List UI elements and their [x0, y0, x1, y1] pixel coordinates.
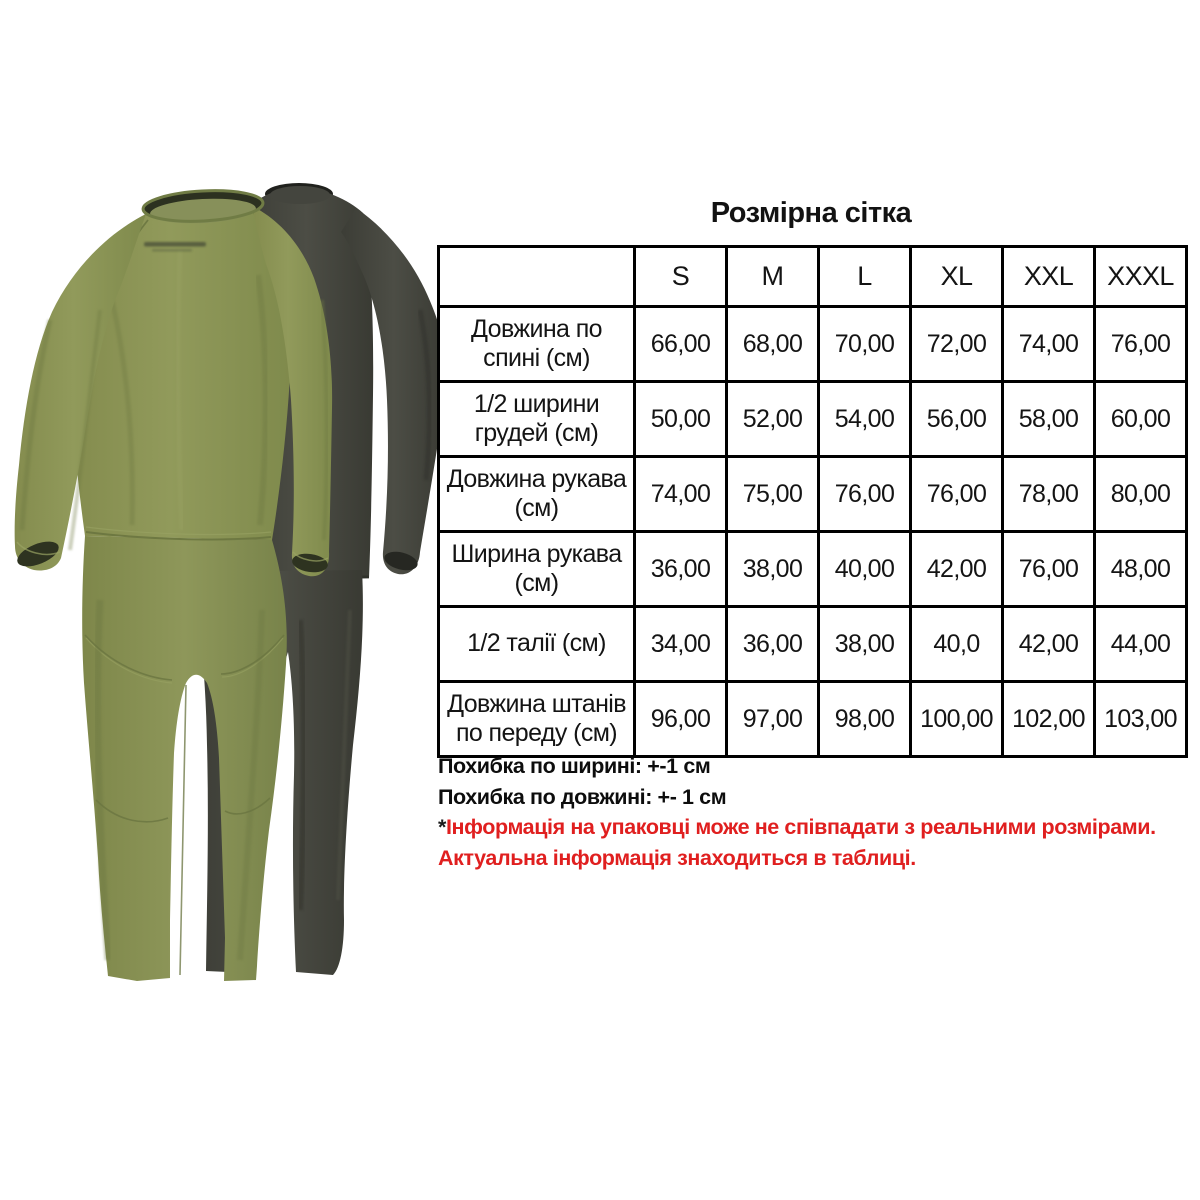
- value-cell: 38,00: [727, 532, 819, 607]
- disclaimer-asterisk: *: [438, 815, 446, 839]
- disclaimer-text-1: Інформація на упаковці може не співпадати з реальними розмірами.: [445, 815, 1156, 839]
- value-cell: 50,00: [635, 382, 727, 457]
- header-cell-xxl: XXL: [1003, 247, 1095, 307]
- value-cell: 98,00: [819, 682, 911, 757]
- size-chart-table: [437, 245, 1188, 758]
- table-row-pants-front-length: [439, 682, 1187, 757]
- table-row-chest-half-width: [439, 382, 1187, 457]
- product-photo-thermal-underwear: [0, 180, 452, 1160]
- value-cell: 36,00: [635, 532, 727, 607]
- value-cell: 97,00: [727, 682, 819, 757]
- value-cell: 102,00: [1003, 682, 1095, 757]
- value-cell: 40,0: [911, 607, 1003, 682]
- header-cell-xl: XL: [911, 247, 1003, 307]
- value-cell: 44,00: [1095, 607, 1187, 682]
- value-cell: 34,00: [635, 607, 727, 682]
- value-cell: 74,00: [1003, 307, 1095, 382]
- value-cell: 78,00: [1003, 457, 1095, 532]
- header-cell-m: M: [727, 247, 819, 307]
- table-header-row: [439, 247, 1187, 307]
- size-chart-title: Розмірна сітка: [710, 197, 912, 229]
- value-cell: 76,00: [1095, 307, 1187, 382]
- value-cell: 48,00: [1095, 532, 1187, 607]
- value-cell: 80,00: [1095, 457, 1187, 532]
- tolerance-notes: [438, 751, 1198, 873]
- value-cell: 100,00: [911, 682, 1003, 757]
- table-row-back-length: [439, 307, 1187, 382]
- header-cell-empty: [439, 247, 635, 307]
- table-row-waist-half: [439, 607, 1187, 682]
- row-label-cell: Довжина рукава (см): [439, 457, 635, 532]
- value-cell: 66,00: [635, 307, 727, 382]
- row-label-cell: Довжина штанів по переду (см): [439, 682, 635, 757]
- header-cell-l: L: [819, 247, 911, 307]
- length-tolerance-note: Похибка по довжині: +- 1 см: [438, 784, 727, 809]
- packaging-disclaimer-line2: Актуальна інформація знаходиться в таблиці.: [438, 845, 916, 870]
- width-tolerance-note: Похибка по ширині: +-1 см: [438, 754, 711, 778]
- value-cell: 60,00: [1095, 382, 1187, 457]
- value-cell: 76,00: [911, 457, 1003, 532]
- value-cell: 36,00: [727, 607, 819, 682]
- row-label-cell: 1/2 ширини грудей (см): [439, 382, 635, 457]
- value-cell: 76,00: [1003, 532, 1095, 607]
- value-cell: 70,00: [819, 307, 911, 382]
- value-cell: 68,00: [727, 307, 819, 382]
- value-cell: 54,00: [819, 382, 911, 457]
- value-cell: 56,00: [911, 382, 1003, 457]
- value-cell: 42,00: [1003, 607, 1095, 682]
- value-cell: 58,00: [1003, 382, 1095, 457]
- value-cell: 96,00: [635, 682, 727, 757]
- row-label-cell: Ширина рукава (см): [439, 532, 635, 607]
- table-row-sleeve-length: [439, 457, 1187, 532]
- value-cell: 76,00: [819, 457, 911, 532]
- header-cell-xxxl: XXXL: [1095, 247, 1187, 307]
- value-cell: 74,00: [635, 457, 727, 532]
- value-cell: 72,00: [911, 307, 1003, 382]
- value-cell: 52,00: [727, 382, 819, 457]
- row-label-cell: 1/2 талії (см): [439, 607, 635, 682]
- table-row-sleeve-width: [439, 532, 1187, 607]
- packaging-disclaimer-line1: [438, 812, 1198, 843]
- value-cell: 75,00: [727, 457, 819, 532]
- row-label-cell: Довжина по спині (см): [439, 307, 635, 382]
- value-cell: 42,00: [911, 532, 1003, 607]
- thermal-underwear-illustration: [0, 180, 452, 1160]
- value-cell: 40,00: [819, 532, 911, 607]
- header-cell-s: S: [635, 247, 727, 307]
- value-cell: 103,00: [1095, 682, 1187, 757]
- value-cell: 38,00: [819, 607, 911, 682]
